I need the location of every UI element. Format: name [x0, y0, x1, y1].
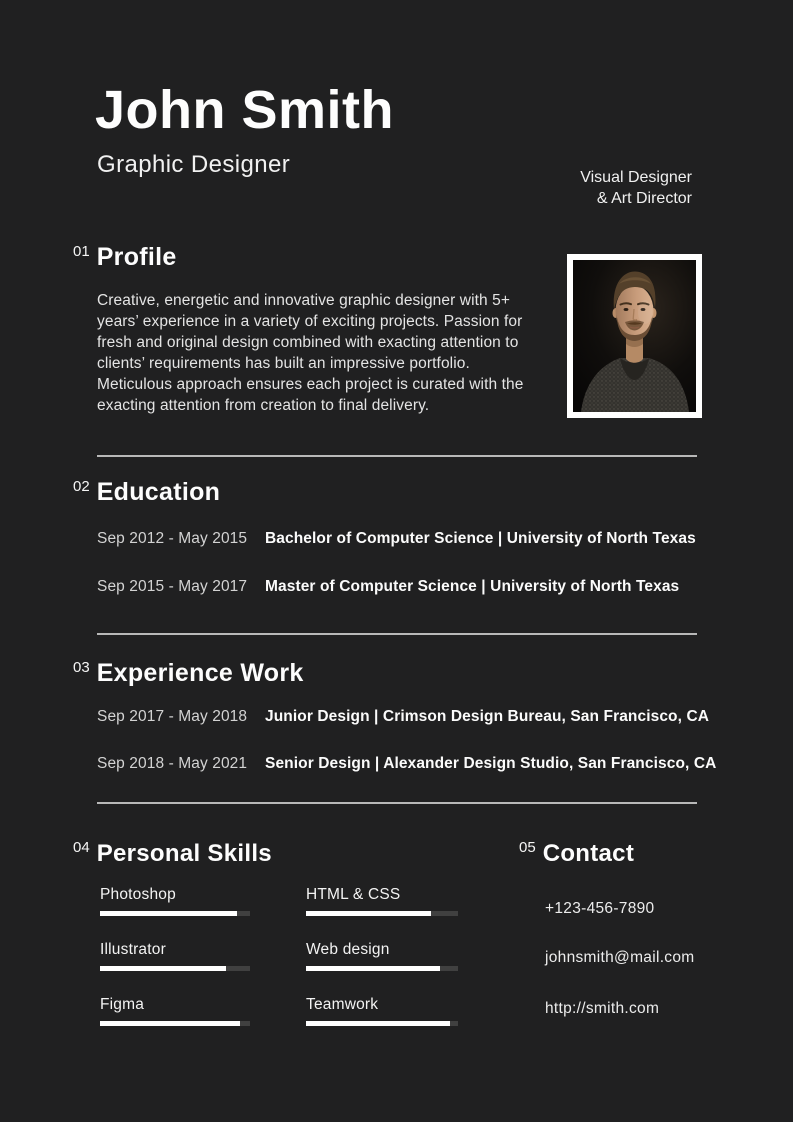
skill-label: Teamwork [306, 996, 379, 1013]
divider [97, 455, 697, 457]
education-period: Sep 2012 - May 2015 [97, 530, 248, 547]
section-title: Contact [542, 840, 635, 867]
section-number: 03 [73, 659, 90, 676]
contact-phone: +123-456-7890 [545, 900, 655, 917]
skill-item [306, 886, 458, 916]
skill-label: Figma [100, 996, 145, 1013]
divider [97, 633, 697, 635]
skills-grid [100, 886, 460, 1026]
tagline-line-1: Visual Designer [580, 169, 692, 186]
experience-period: Sep 2017 - May 2018 [97, 708, 248, 725]
education-row [97, 530, 737, 548]
role-subtitle: Graphic Designer [97, 151, 291, 178]
skill-bar-fill [100, 1021, 240, 1026]
divider [97, 802, 697, 804]
skill-bar-fill [306, 966, 440, 971]
section-number: 05 [519, 839, 536, 856]
experience-description: Senior Design | Alexander Design Studio, San Francisco, CA [265, 755, 717, 772]
section-title: Experience Work [96, 659, 304, 687]
section-skills-heading [73, 840, 272, 868]
contact-email: johnsmith@mail.com [545, 949, 695, 966]
skill-label: Web design [306, 941, 390, 958]
experience-row [97, 708, 737, 726]
skill-bar-track [100, 911, 250, 916]
section-number: 04 [73, 839, 90, 856]
section-profile-heading [73, 243, 177, 272]
section-experience-heading [73, 659, 304, 688]
skill-item [100, 941, 250, 971]
contact-website: http://smith.com [545, 1000, 660, 1017]
section-number: 01 [73, 243, 90, 260]
skill-label: HTML & CSS [306, 886, 401, 903]
page-title: John Smith [95, 80, 394, 140]
skill-item [306, 996, 458, 1026]
skill-item [100, 886, 250, 916]
skill-bar-track [100, 1021, 250, 1026]
skill-item [306, 941, 458, 971]
tagline-line-2: & Art Director [596, 190, 692, 207]
profile-text: Creative, energetic and innovative graphic designer with 5+ years’ experience in a variety of exciting projects. Passion for fresh and original design combined with exacting attention to clients’ requirements has built an impressive portfolio. Meticulous approach ensures each project is curated with the exacting attention from creation to final delivery. [97, 292, 524, 414]
portrait-illustration [573, 260, 696, 412]
experience-period: Sep 2018 - May 2021 [97, 755, 248, 772]
education-description: Master of Computer Science | University of North Texas [265, 578, 680, 595]
experience-description: Junior Design | Crimson Design Bureau, San Francisco, CA [265, 708, 710, 725]
skill-bar-fill [306, 1021, 450, 1026]
skill-bar-fill [100, 911, 237, 916]
skill-bar-track [306, 1021, 458, 1026]
education-row [97, 578, 737, 596]
skill-item [100, 996, 250, 1026]
skill-bar-fill [100, 966, 226, 971]
section-education-heading [73, 478, 220, 507]
section-title: Education [96, 478, 221, 506]
skill-bar-track [306, 966, 458, 971]
section-title: Profile [96, 243, 177, 271]
education-description: Bachelor of Computer Science | University of North Texas [265, 530, 696, 547]
education-period: Sep 2015 - May 2017 [97, 578, 248, 595]
skill-bar-track [306, 911, 458, 916]
skill-bar-track [100, 966, 250, 971]
skill-label: Illustrator [100, 941, 166, 958]
skill-bar-fill [306, 911, 431, 916]
tagline [580, 167, 692, 209]
section-number: 02 [73, 478, 90, 495]
experience-row [97, 755, 737, 773]
portrait-photo [567, 254, 702, 418]
section-title: Personal Skills [96, 840, 272, 867]
section-contact-heading [519, 840, 634, 868]
skill-label: Photoshop [100, 886, 176, 903]
